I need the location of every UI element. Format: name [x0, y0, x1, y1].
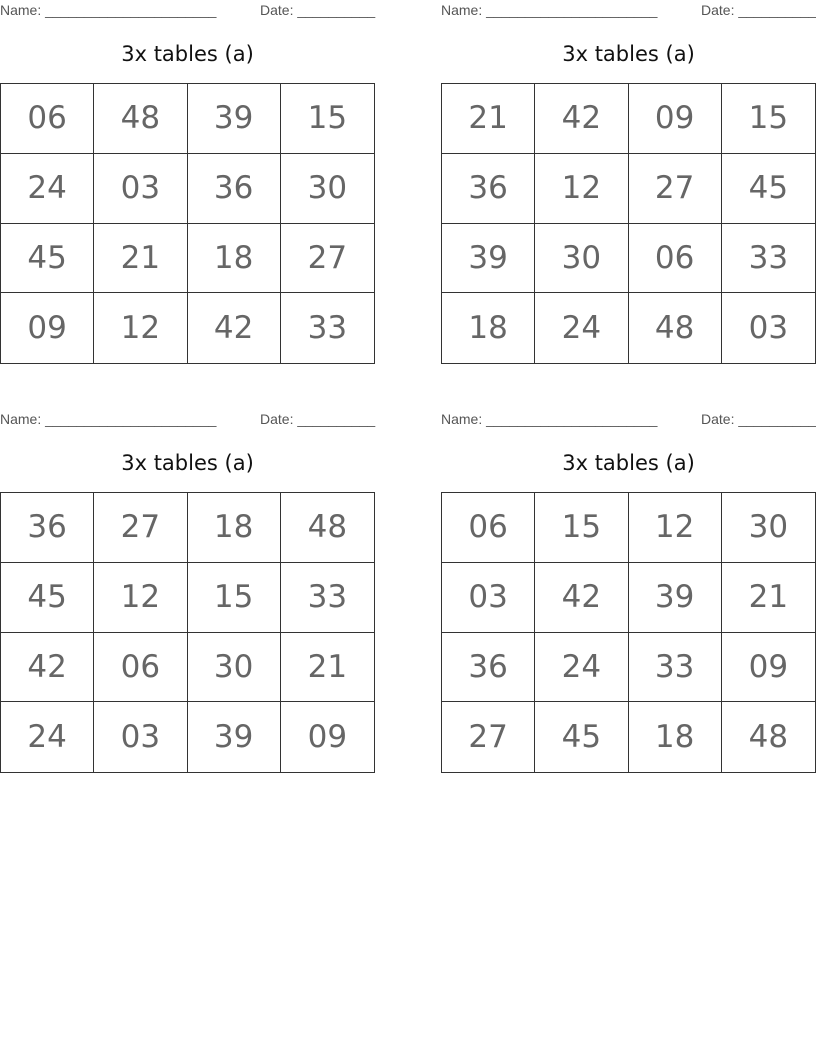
grid-cell: 48 [748, 719, 789, 756]
date-field-label: Date: __________ [260, 411, 376, 427]
grid-cell: 12 [94, 563, 187, 633]
grid-cell: 15 [722, 84, 815, 154]
grid-cell: 33 [307, 310, 348, 347]
grid-cell: 45 [1, 224, 94, 294]
name-field-label: Name: ______________________ [0, 411, 217, 427]
grid-cell: 18 [188, 493, 281, 563]
grid-cell: 12 [94, 293, 187, 363]
grid-cell: 18 [442, 293, 535, 363]
grid-cell: 18 [188, 224, 281, 294]
grid-cell: 09 [1, 293, 94, 363]
date-field-label: Date: __________ [701, 2, 816, 18]
worksheet-card [0, 0, 375, 365]
grid-cell: 15 [188, 563, 281, 633]
grid-cell: 24 [1, 154, 94, 224]
worksheet-title: 3x tables (a) [562, 42, 695, 66]
grid-cell: 45 [535, 702, 628, 772]
number-grid [441, 492, 816, 773]
grid-cell: 27 [442, 702, 535, 772]
grid-cell: 21 [442, 84, 535, 154]
grid-cell: 48 [281, 493, 374, 563]
name-field-label: Name: ______________________ [441, 411, 658, 427]
grid-cell: 06 [629, 224, 722, 294]
grid-cell: 33 [722, 224, 815, 294]
header-fields [441, 2, 816, 20]
grid-cell: 12 [629, 493, 722, 563]
date-field-label: Date: __________ [701, 411, 816, 427]
grid-cell: 03 [94, 702, 187, 772]
grid-cell: 30 [535, 224, 628, 294]
number-grid [0, 492, 375, 773]
grid-cell: 06 [442, 493, 535, 563]
grid-cell: 36 [188, 154, 281, 224]
grid-cell: 36 [442, 633, 535, 703]
grid-cell: 27 [629, 154, 722, 224]
name-field-label: Name: ______________________ [441, 2, 658, 18]
grid-cell: 42 [1, 633, 94, 703]
grid-cell: 42 [535, 84, 628, 154]
grid-cell: 21 [281, 633, 374, 703]
grid-cell: 24 [1, 702, 94, 772]
grid-cell: 03 [94, 154, 187, 224]
grid-cell: 33 [281, 563, 374, 633]
grid-cell: 48 [94, 84, 187, 154]
grid-cell: 30 [281, 154, 374, 224]
grid-cell: 39 [442, 224, 535, 294]
grid-cell: 39 [188, 84, 281, 154]
worksheet-title: 3x tables (a) [121, 42, 254, 66]
header-fields [441, 411, 816, 429]
grid-cell: 42 [188, 293, 281, 363]
worksheet-card [441, 409, 816, 774]
grid-cell: 15 [535, 493, 628, 563]
header-fields [0, 411, 375, 429]
grid-cell: 39 [188, 702, 281, 772]
grid-cell: 30 [188, 633, 281, 703]
name-field-label: Name: ______________________ [0, 2, 217, 18]
grid-cell: 45 [722, 154, 815, 224]
grid-cell: 06 [94, 633, 187, 703]
worksheet-card [441, 0, 816, 365]
grid-cell: 45 [1, 563, 94, 633]
number-grid [441, 83, 816, 364]
grid-cell: 24 [535, 633, 628, 703]
grid-cell: 15 [281, 84, 374, 154]
grid-cell: 09 [629, 84, 722, 154]
worksheet-title: 3x tables (a) [121, 451, 254, 475]
grid-cell: 39 [629, 563, 722, 633]
grid-cell: 27 [281, 224, 374, 294]
grid-cell: 09 [722, 633, 815, 703]
worksheet-card [0, 409, 375, 774]
grid-cell: 18 [629, 702, 722, 772]
grid-cell: 33 [629, 633, 722, 703]
grid-cell: 27 [94, 493, 187, 563]
grid-cell: 03 [442, 563, 535, 633]
grid-cell: 42 [535, 563, 628, 633]
number-grid [0, 83, 375, 364]
grid-cell: 06 [1, 84, 94, 154]
grid-cell: 24 [535, 293, 628, 363]
grid-cell: 03 [748, 310, 789, 347]
grid-cell: 21 [722, 563, 815, 633]
worksheet-title: 3x tables (a) [562, 451, 695, 475]
grid-cell: 48 [629, 293, 722, 363]
grid-cell: 12 [535, 154, 628, 224]
date-field-label: Date: __________ [260, 2, 376, 18]
grid-cell: 09 [307, 719, 348, 756]
grid-cell: 21 [94, 224, 187, 294]
grid-cell: 36 [442, 154, 535, 224]
header-fields [0, 2, 375, 20]
grid-cell: 30 [722, 493, 815, 563]
grid-cell: 36 [1, 493, 94, 563]
